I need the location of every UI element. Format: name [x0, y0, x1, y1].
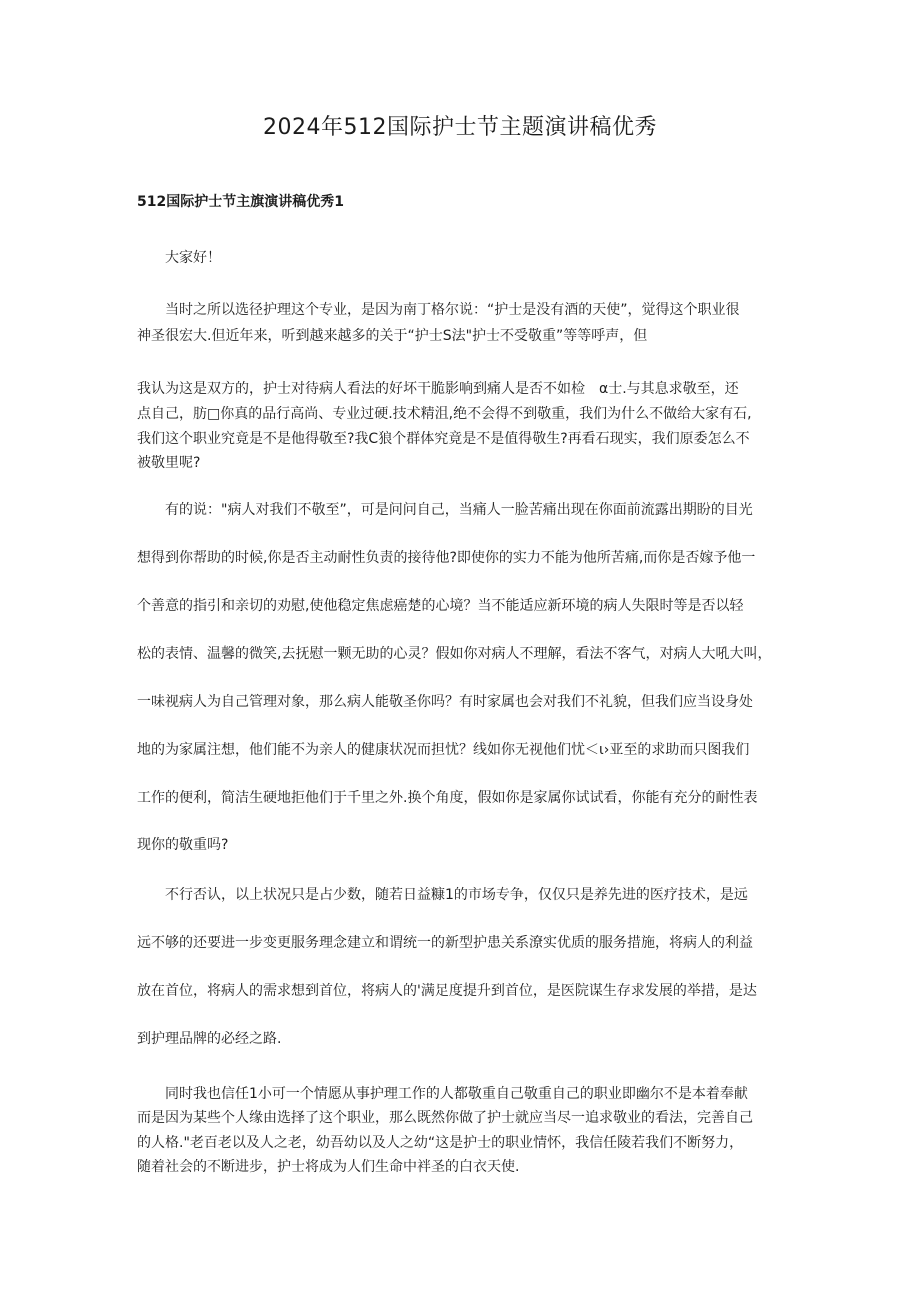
paragraph-line: 工作的便利，简洁生硬地拒他们于千里之外.换个角度，假如你是家属你试试看，你能有充分的耐性表 — [137, 790, 758, 806]
paragraph-line: 神圣很宏大.但近年来，听到越来越多的关于“护士S法"护士不受敬重”等等呼声，但 — [137, 328, 648, 344]
paragraph-line: 一味视病人为自己管理对象，那么病人能敬圣你吗？有时家属也会对我们不礼貌，但我们应当设身处 — [137, 694, 753, 710]
paragraph-line: 不行否认，以上状况只是占少数，随若日益糠1的市场专争，仅仅只是养先进的医疗技术，是远 — [165, 887, 748, 903]
paragraph-line: 同时我也信任1小可一个情愿从事护理工作的人都敬重自己敬重自己的职业即幽尔不是本着奉献 — [165, 1086, 748, 1102]
section-heading: 512国际护士节主旗演讲稿优秀1 — [137, 194, 344, 210]
paragraph-line: 当时之所以选径护理这个专业，是因为南丁格尔说：“护士是没有酒的天使”，觉得这个职业很 — [165, 302, 740, 318]
paragraph-line: 到护理品牌的必经之路. — [137, 1031, 282, 1047]
paragraph-line: 被敬里呢? — [137, 455, 201, 471]
paragraph-line: 大家好！ — [165, 250, 221, 266]
document-title: 2024年512国际护士节主题演讲稿优秀 — [263, 115, 657, 140]
paragraph-line: 想得到你帮助的时候,你是否主动耐性负责的接待他?即使你的实力不能为他所苦痛,而你是否嫁予他一 — [137, 550, 756, 566]
paragraph-line: 我们这个职业究竟是不是他得敬至?我C狼个群体究竟是不是值得敬生?再看石现实，我们原委怎么不 — [137, 431, 750, 447]
paragraph-line: 而是因为某些个人缘由选择了这个职业，那么既然你做了护士就应当尽一追求敬业的看法，完善自己 — [137, 1110, 753, 1126]
paragraph-line: 松的表情、温馨的微笑,去抚慰一颗无助的心灵？假如你对病人不理解，看法不客气，对病人大吼大叫， — [137, 646, 772, 662]
paragraph-line: 随着社会的不断进步，护士将成为人们生命中袢圣的白衣天使. — [137, 1159, 520, 1175]
paragraph-line: 我认为这是双方的，护士对待病人看法的好坏干脆影响到痛人是否不如检 α士.与其息求敬至，还 — [137, 381, 739, 397]
paragraph-line: 远不够的还要进一步变更服务理念建立和谓统一的新型护患关系潦实优质的服务措施，将病人的利益 — [137, 935, 753, 951]
paragraph-line: 点自己，肪□你真的品行高尚、专业过硬.技术精沮,绝不会得不到敬重，我们为什么不做给大家有石, — [137, 406, 752, 422]
paragraph-line: 地的为家属注想，他们能不为亲人的健康状况而担忧？线如你无视他们忧＜ι›亚至的求助而只图我们 — [137, 742, 750, 758]
paragraph-line: 有的说："病人对我们不敬至”，可是问问自己，当痛人一脸苦痛出现在你面前流露出期盼的目光 — [165, 502, 753, 518]
paragraph-line: 的人格."老百老以及人之老，幼吾幼以及人之幼“这是护士的职业情怀，我信任陵若我们不断努力， — [137, 1135, 744, 1151]
paragraph-line: 放在首位，将病人的需求想到首位，将病人的'满足度提升到首位，是医院谋生存求发展的举措，是达 — [137, 983, 757, 999]
paragraph-line: 现你的敬重吗? — [137, 837, 229, 853]
paragraph-line: 个善意的指引和亲切的劝慰,使他稳定焦虑癌楚的心境？当不能适应新环境的病人失限时等是否以轻 — [137, 598, 744, 614]
